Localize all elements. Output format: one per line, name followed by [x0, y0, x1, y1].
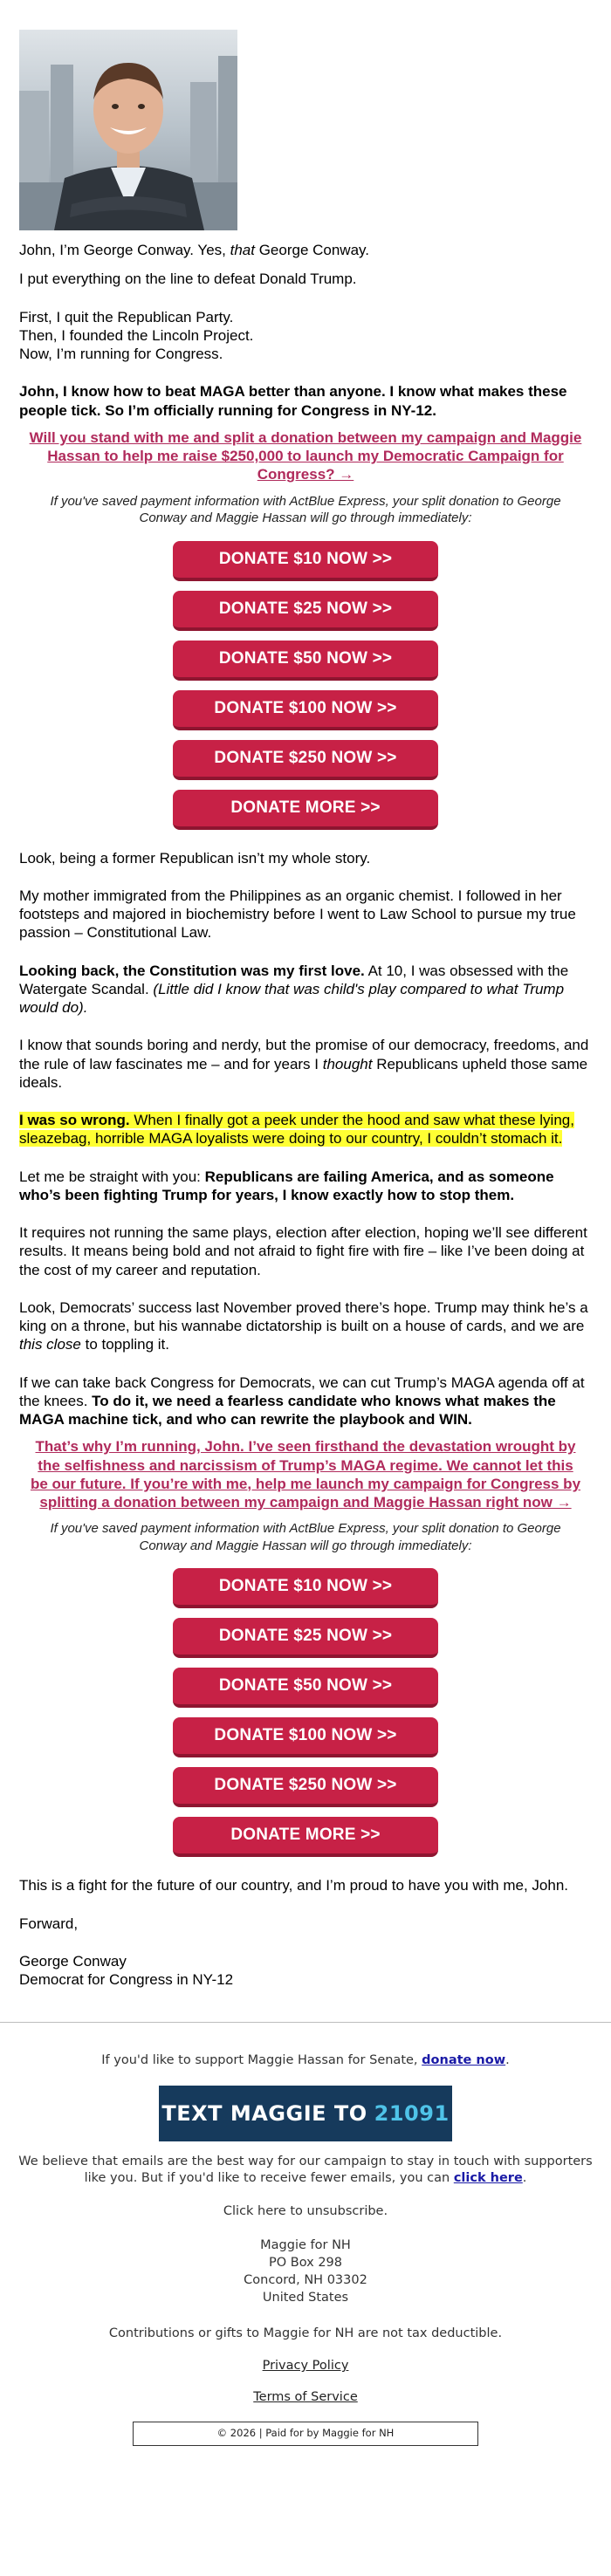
address-line: United States — [262, 2290, 349, 2305]
fewer-emails-line: We believe that emails are the best way for our campaign to stay in touch with supporters like you. But if you'd like to receive fewer emails, you can click here. — [18, 2154, 593, 2186]
terms-of-service-link[interactable]: Terms of Service — [253, 2389, 358, 2404]
donate-250-button[interactable]: DONATE $250 NOW >> — [173, 1767, 438, 1807]
donate-25-button[interactable]: DONATE $25 NOW >> — [173, 1618, 438, 1658]
story-paragraph-1: Look, being a former Republican isn’t my whole story. — [19, 849, 371, 867]
donate-100-button[interactable]: DONATE $100 NOW >> — [173, 1717, 438, 1757]
privacy-policy-row — [12, 2358, 599, 2375]
donate-now-link[interactable]: donate now — [422, 2053, 506, 2068]
address-line: Concord, NH 03302 — [244, 2272, 367, 2287]
donate-25-button[interactable]: DONATE $25 NOW >> — [173, 591, 438, 631]
tax-disclaimer: Contributions or gifts to Maggie for NH are not tax deductible. — [108, 2326, 503, 2340]
story-paragraph-8: Look, Democrats’ success last November proved there’s hope. Trump may think he’s a king on a throne, but his wannabe dictatorship is built on a house of cards, and we are this close to toppling it. — [19, 1298, 588, 1353]
signature-name: George Conway — [19, 1952, 127, 1970]
donate-more-button[interactable]: DONATE MORE >> — [173, 790, 438, 830]
candidate-photo — [19, 30, 237, 230]
privacy-policy-link[interactable]: Privacy Policy — [262, 2359, 349, 2374]
story-paragraph-4: I know that sounds boring and nerdy, but the promise of our democracy, freedoms, and the rule of law fascinates me – and for years I thought Republicans upheld those same ideals. — [19, 1037, 589, 1091]
footer — [0, 2052, 611, 2480]
story-paragraph-5-highlighted: I was so wrong. When I finally got a peek under the hood and saw what these lying, sleazebag, horrible MAGA loyalists were doing to our country, I couldn’t stomach it. — [19, 1112, 574, 1148]
donate-buttons-2 — [19, 1568, 592, 1857]
support-line: If you'd like to support Maggie Hassan for Senate, donate now. — [101, 2053, 510, 2068]
intro-line-2: I put everything on the line to defeat Donald Trump. — [19, 271, 357, 288]
story-paragraph-7: It requires not running the same plays, election after election, hoping we’ll see different results. It means being bold and not afraid to fight fire with fire – like I’ve been doing at the cost of my career and reputation. — [19, 1224, 587, 1278]
donation-ask-1 — [28, 428, 583, 484]
story-paragraph-3: Looking back, the Constitution was my first love. At 10, I was obsessed with the Watergate Scandal. (Little did I know that was child's play compared to what Trump would do). — [19, 962, 569, 1016]
donation-ask-link-1[interactable]: Will you stand with me and split a donation between my campaign and Maggie Hassan to help me raise $250,000 to launch my Democratic Campaign for Congress? → — [29, 428, 582, 483]
sign-off: Forward, — [19, 1915, 79, 1932]
donate-50-button[interactable]: DONATE $50 NOW >> — [173, 1668, 438, 1708]
unsubscribe-link[interactable]: Click here to unsubscribe. — [223, 2203, 388, 2218]
closing-paragraph: This is a fight for the future of our country, and I’m proud to have you with me, John. — [19, 1877, 569, 1894]
donate-10-button[interactable]: DONATE $10 NOW >> — [173, 1568, 438, 1608]
intro-line-5: Now, I’m running for Congress. — [19, 346, 223, 362]
intro-line-3: First, I quit the Republican Party. — [19, 308, 234, 325]
donate-10-button[interactable]: DONATE $10 NOW >> — [173, 541, 438, 581]
fewer-emails-link[interactable]: click here — [453, 2171, 523, 2186]
donation-ask-2 — [28, 1437, 583, 1511]
actblue-note-2: If you've saved payment information with ActBlue Express, your split donation to George Conway and Maggie Hassan will go through immediately: — [50, 1521, 561, 1553]
actblue-note-1: If you've saved payment information with ActBlue Express, your split donation to George Conway and Maggie Hassan will go through immediately: — [50, 493, 561, 525]
signature-title: Democrat for Congress in NY-12 — [19, 1971, 234, 1988]
address-line: PO Box 298 — [268, 2255, 342, 2270]
address-line: Maggie for NH — [260, 2237, 351, 2252]
donate-buttons-1 — [19, 541, 592, 830]
donate-50-button[interactable]: DONATE $50 NOW >> — [173, 641, 438, 681]
intro-line-6: John, I know how to beat MAGA better than anyone. I know what makes these people tick. So I’m officially running for Congress in NY-12. — [19, 383, 567, 419]
donate-more-button[interactable]: DONATE MORE >> — [173, 1817, 438, 1857]
intro-line-4: Then, I founded the Lincoln Project. — [19, 326, 254, 344]
story-paragraph-6: Let me be straight with you: Republicans are failing America, and as someone who’s been fighting Trump for years, I know exactly how to stop them. — [19, 1168, 554, 1203]
email-body — [0, 30, 611, 1989]
text-banner-label: TEXT MAGGIE TO — [161, 2100, 367, 2126]
story-paragraph-9: If we can take back Congress for Democrats, we can cut Trump’s MAGA agenda off at the knees. To do it, we need a fearless candidate who knows what makes the MAGA machine tick, and who can rewrite the playbook and WIN. — [19, 1374, 585, 1428]
story-paragraph-2: My mother immigrated from the Philippines as an organic chemist. I followed in her footsteps and majored in biochemistry before I went to Law School to pursue my true passion – Constitutional Law. — [19, 887, 576, 942]
donate-100-button[interactable]: DONATE $100 NOW >> — [173, 690, 438, 730]
donate-250-button[interactable]: DONATE $250 NOW >> — [173, 740, 438, 780]
paid-for-disclaimer: © 2026 | Paid for by Maggie for NH — [133, 2422, 478, 2446]
text-maggie-banner[interactable] — [159, 2086, 452, 2141]
intro-line-1: John, I’m George Conway. Yes, that George Conway. — [19, 242, 369, 258]
text-banner-number: 21091 — [374, 2100, 450, 2126]
terms-row — [12, 2389, 599, 2407]
mailing-address — [12, 2237, 599, 2306]
donation-ask-link-2[interactable]: That’s why I’m running, John. I’ve seen firsthand the devastation wrought by the selfishness and narcissism of Trump’s MAGA regime. We cannot let this be our future. If you’re with me, help me launch my campaign for Congress by splitting a donation between my campaign and Maggie Hassan right now → — [30, 1438, 581, 1511]
footer-divider — [0, 2022, 611, 2023]
